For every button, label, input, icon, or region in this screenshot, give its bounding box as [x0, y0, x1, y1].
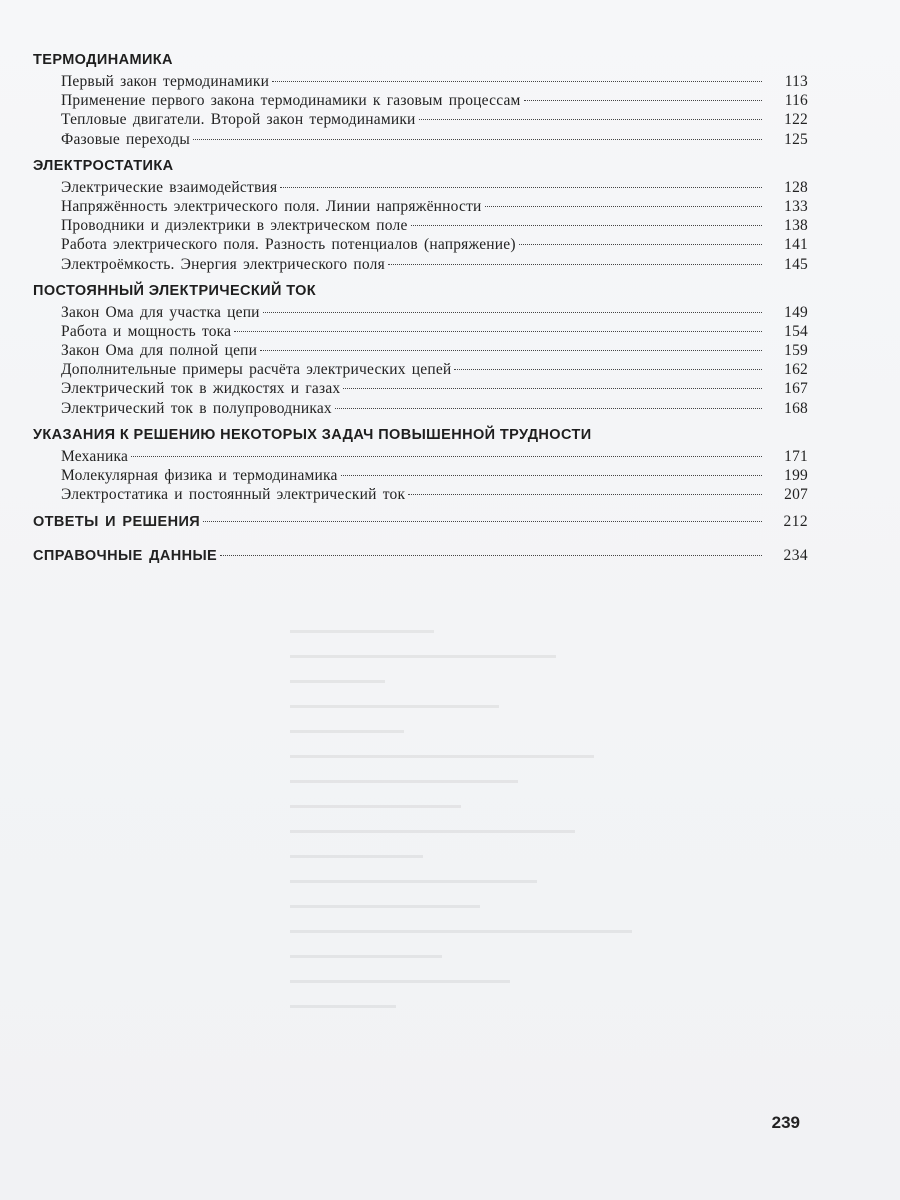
toc-entry [33, 72, 808, 91]
toc-entry [33, 447, 808, 466]
dot-leader [193, 139, 762, 140]
toc-section-hard-problems [33, 425, 808, 505]
toc-entry [33, 303, 808, 322]
section-title: ТЕРМОДИНАМИКА [33, 52, 173, 68]
toc-entry [33, 360, 808, 379]
dot-leader [388, 264, 762, 265]
entry-page-number: 141 [784, 236, 808, 254]
entry-title: ОТВЕТЫ И РЕШЕНИЯ [33, 514, 201, 531]
dot-leader [341, 475, 762, 476]
entry-page-number: 212 [783, 513, 808, 531]
entry-title: Электрический ток в жидкостях и газах [61, 380, 341, 398]
page-number: 239 [771, 1113, 800, 1132]
bleed-through-texture [290, 630, 670, 1090]
entry-title: Электростатика и постоянный электрический ток [61, 486, 406, 504]
toc-entry-reference-data [33, 545, 808, 567]
entry-page-number: 145 [784, 255, 808, 273]
toc-entry [33, 379, 808, 398]
toc-entry [33, 235, 808, 254]
dot-leader [280, 187, 762, 188]
entry-title: Первый закон термодинамики [61, 73, 270, 90]
toc-entry [33, 341, 808, 360]
entry-page-number: 168 [784, 399, 808, 417]
entry-page-number: 125 [784, 130, 808, 148]
dot-leader [408, 494, 762, 495]
toc-entry [33, 130, 808, 149]
entry-page-number: 162 [784, 361, 808, 379]
dot-leader [203, 521, 762, 522]
entry-title: Работа электрического поля. Разность потенциалов (напряжение) [61, 236, 516, 254]
entry-page-number: 199 [784, 467, 808, 484]
entry-page-number: 138 [784, 217, 808, 235]
entry-title: Электроёмкость. Энергия электрического поля [61, 255, 385, 273]
entry-title: Фазовые переходы [61, 130, 190, 148]
entry-page-number: 167 [784, 380, 808, 398]
dot-leader [272, 81, 762, 82]
dot-leader [263, 312, 762, 313]
toc-entry [33, 110, 808, 129]
entry-page-number: 116 [784, 92, 808, 110]
entry-page-number: 128 [784, 178, 808, 196]
entry-page-number: 133 [784, 197, 808, 215]
entry-title: Напряжённость электрического поля. Линии напряжённости [61, 197, 482, 215]
section-title: УКАЗАНИЯ К РЕШЕНИЮ НЕКОТОРЫХ ЗАДАЧ ПОВЫШЕННОЙ ТРУДНОСТИ [33, 426, 592, 443]
entry-title: Тепловые двигатели. Второй закон термодинамики [61, 111, 416, 129]
entry-title: Дополнительные примеры расчёта электрических цепей [61, 361, 452, 379]
entry-title: Механика [61, 447, 129, 465]
toc-section-electrostatics [33, 156, 808, 274]
entry-title: Проводники и диэлектрики в электрическом поле [61, 217, 408, 235]
toc-entry [33, 255, 808, 274]
toc-section-thermodynamics [33, 50, 808, 149]
toc-entry [33, 197, 808, 216]
table-of-contents [33, 50, 808, 579]
dot-leader [335, 408, 762, 409]
dot-leader [411, 225, 762, 226]
entry-page-number: 159 [784, 342, 808, 360]
section-title: ПОСТОЯННЫЙ ЭЛЕКТРИЧЕСКИЙ ТОК [33, 282, 317, 299]
entry-title: Электрический ток в полупроводниках [61, 399, 332, 417]
toc-entry [33, 91, 808, 110]
entry-page-number: 234 [783, 547, 808, 565]
entry-title: Молекулярная физика и термодинамика [61, 467, 338, 484]
dot-leader [131, 456, 762, 457]
toc-entry [33, 485, 808, 504]
dot-leader [260, 350, 762, 351]
entry-title: СПРАВОЧНЫЕ ДАННЫЕ [33, 548, 218, 565]
entry-title: Работа и мощность тока [61, 322, 232, 340]
toc-entry [33, 178, 808, 197]
entry-title: Применение первого закона термодинамики к газовым процессам [61, 92, 521, 110]
dot-leader [485, 206, 762, 207]
entry-title: Закон Ома для полной цепи [61, 342, 258, 360]
entry-title: Закон Ома для участка цепи [61, 303, 260, 321]
entry-page-number: 149 [784, 303, 808, 321]
toc-entry [33, 399, 808, 418]
dot-leader [519, 244, 762, 245]
toc-entry [33, 216, 808, 235]
section-title: ЭЛЕКТРОСТАТИКА [33, 157, 174, 174]
toc-entry [33, 322, 808, 341]
entry-title: Электрические взаимодействия [61, 178, 278, 196]
dot-leader [220, 555, 762, 556]
dot-leader [343, 388, 762, 389]
entry-page-number: 113 [784, 73, 808, 90]
entry-page-number: 207 [784, 486, 808, 504]
toc-entry [33, 466, 808, 485]
entry-page-number: 122 [784, 111, 808, 129]
toc-section-direct-current [33, 281, 808, 418]
entry-page-number: 171 [784, 447, 808, 465]
dot-leader [234, 331, 762, 332]
dot-leader [454, 369, 762, 370]
entry-page-number: 154 [784, 322, 808, 340]
dot-leader [524, 100, 762, 101]
dot-leader [419, 119, 762, 120]
toc-entry-answers [33, 511, 808, 533]
